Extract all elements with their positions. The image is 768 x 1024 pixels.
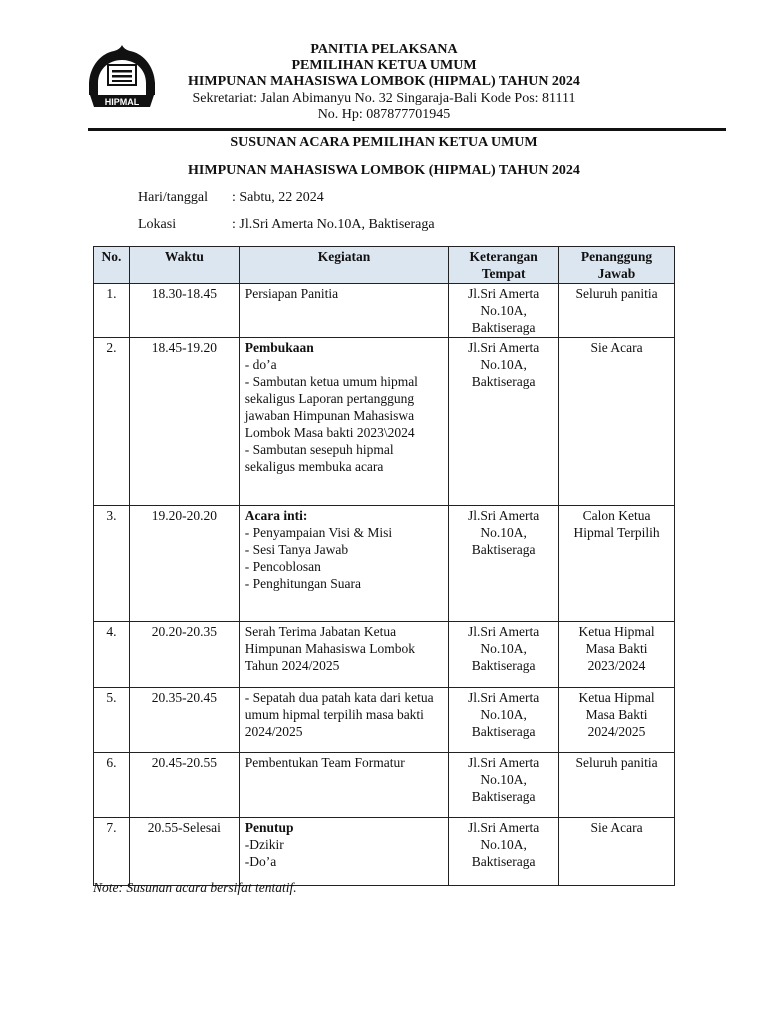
header-divider bbox=[88, 128, 726, 131]
location-value: : Jl.Sri Amerta No.10A, Baktiseraga bbox=[232, 217, 435, 232]
activity-line: - do’a bbox=[244, 357, 277, 372]
cell-waktu: 18.30-18.45 bbox=[129, 284, 239, 338]
cell-penanggung-jawab: Ketua Hipmal Masa Bakti 2024/2025 bbox=[559, 688, 675, 753]
location-label: Lokasi bbox=[138, 217, 177, 232]
activity-title: Pembukaan bbox=[244, 340, 314, 355]
secretariat-address: Sekretariat: Jalan Abimanyu No. 32 Singaraja-Bali Kode Pos: 81111 bbox=[192, 91, 576, 106]
date-label: Hari/tanggal bbox=[138, 190, 208, 205]
document-subtitle: HIMPUNAN MAHASISWA LOMBOK (HIPMAL) TAHUN 2024 bbox=[188, 163, 580, 178]
cell-no: 7. bbox=[94, 818, 130, 886]
cell-waktu: 20.20-20.35 bbox=[129, 622, 239, 688]
cell-tempat: Jl.Sri Amerta No.10A, Baktiseraga bbox=[449, 622, 559, 688]
date-row bbox=[138, 190, 324, 206]
cell-no: 5. bbox=[94, 688, 130, 753]
cell-no: 1. bbox=[94, 284, 130, 338]
cell-penanggung-jawab: Sie Acara bbox=[559, 338, 675, 506]
activity-line: -Dzikir bbox=[244, 837, 284, 852]
cell-penanggung-jawab: Sie Acara bbox=[559, 818, 675, 886]
cell-tempat: Jl.Sri Amerta No.10A, Baktiseraga bbox=[449, 338, 559, 506]
header-tempat: Keterangan Tempat bbox=[449, 247, 559, 284]
table-row bbox=[94, 688, 675, 753]
table-row bbox=[94, 818, 675, 886]
cell-waktu: 20.55-Selesai bbox=[129, 818, 239, 886]
cell-penanggung-jawab: Seluruh panitia bbox=[559, 753, 675, 818]
activity-title: Penutup bbox=[244, 820, 294, 835]
event-title: PEMILIHAN KETUA UMUM bbox=[291, 58, 477, 73]
activity-line: -Do’a bbox=[244, 854, 277, 869]
cell-no: 2. bbox=[94, 338, 130, 506]
table-row bbox=[94, 622, 675, 688]
activity-line: - Sambutan ketua umum hipmal sekaligus Laporan pertanggung jawaban Himpunan Mahasiswa Lombok Masa bakti 2023\2024 bbox=[244, 374, 418, 440]
cell-penanggung-jawab: Ketua Hipmal Masa Bakti 2023/2024 bbox=[559, 622, 675, 688]
header-penanggung-jawab: Penanggung Jawab bbox=[559, 247, 675, 284]
activity-line: - Penghitungan Suara bbox=[244, 576, 361, 591]
committee-title: PANITIA PELAKSANA bbox=[310, 42, 458, 57]
logo-text: HIPMAL bbox=[104, 97, 140, 107]
cell-waktu: 20.35-20.45 bbox=[129, 688, 239, 753]
cell-tempat: Jl.Sri Amerta No.10A, Baktiseraga bbox=[449, 753, 559, 818]
table-row bbox=[94, 284, 675, 338]
activity-line: - Sesi Tanya Jawab bbox=[244, 542, 349, 557]
cell-kegiatan bbox=[239, 506, 449, 622]
phone-number: No. Hp: 087877701945 bbox=[317, 107, 451, 122]
activity-line: - Penyampaian Visi & Misi bbox=[244, 525, 393, 540]
activity-title: Acara inti: bbox=[244, 508, 308, 523]
cell-tempat: Jl.Sri Amerta No.10A, Baktiseraga bbox=[449, 688, 559, 753]
cell-tempat: Jl.Sri Amerta No.10A, Baktiseraga bbox=[449, 818, 559, 886]
table-row bbox=[94, 338, 675, 506]
cell-no: 4. bbox=[94, 622, 130, 688]
cell-kegiatan bbox=[239, 622, 449, 688]
organization-title: HIMPUNAN MAHASISWA LOMBOK (HIPMAL) TAHUN 2024 bbox=[188, 74, 580, 89]
schedule-body bbox=[94, 284, 675, 886]
activity-line: Persiapan Panitia bbox=[244, 286, 339, 301]
schedule-table bbox=[93, 246, 675, 886]
cell-kegiatan bbox=[239, 284, 449, 338]
date-value: : Sabtu, 22 2024 bbox=[232, 190, 324, 205]
letterhead bbox=[150, 42, 618, 123]
activity-line: - Sambutan sesepuh hipmal sekaligus membuka acara bbox=[244, 442, 394, 474]
table-row bbox=[94, 753, 675, 818]
cell-kegiatan bbox=[239, 818, 449, 886]
cell-waktu: 19.20-20.20 bbox=[129, 506, 239, 622]
activity-line: - Pencoblosan bbox=[244, 559, 321, 574]
activity-line: Serah Terima Jabatan Ketua Himpunan Mahasiswa Lombok Tahun 2024/2025 bbox=[244, 624, 415, 673]
footnote: Note: Susunan acara bersifat tentatif. bbox=[93, 880, 297, 895]
cell-penanggung-jawab: Seluruh panitia bbox=[559, 284, 675, 338]
cell-penanggung-jawab: Calon Ketua Hipmal Terpilih bbox=[559, 506, 675, 622]
cell-waktu: 18.45-19.20 bbox=[129, 338, 239, 506]
document-title: SUSUNAN ACARA PEMILIHAN KETUA UMUM bbox=[230, 135, 538, 150]
cell-kegiatan bbox=[239, 338, 449, 506]
table-header-row bbox=[94, 247, 675, 284]
cell-kegiatan bbox=[239, 753, 449, 818]
location-row bbox=[138, 217, 435, 233]
activity-line: - Sepatah dua patah kata dari ketua umum hipmal terpilih masa bakti 2024/2025 bbox=[244, 690, 434, 739]
cell-tempat: Jl.Sri Amerta No.10A, Baktiseraga bbox=[449, 506, 559, 622]
cell-no: 3. bbox=[94, 506, 130, 622]
table-row bbox=[94, 506, 675, 622]
cell-waktu: 20.45-20.55 bbox=[129, 753, 239, 818]
hipmal-logo-icon bbox=[84, 43, 160, 113]
header-waktu: Waktu bbox=[129, 247, 239, 284]
header-no: No. bbox=[94, 247, 130, 284]
cell-kegiatan bbox=[239, 688, 449, 753]
activity-line: Pembentukan Team Formatur bbox=[244, 755, 405, 770]
cell-tempat: Jl.Sri Amerta No.10A, Baktiseraga bbox=[449, 284, 559, 338]
cell-no: 6. bbox=[94, 753, 130, 818]
header-kegiatan: Kegiatan bbox=[239, 247, 449, 284]
